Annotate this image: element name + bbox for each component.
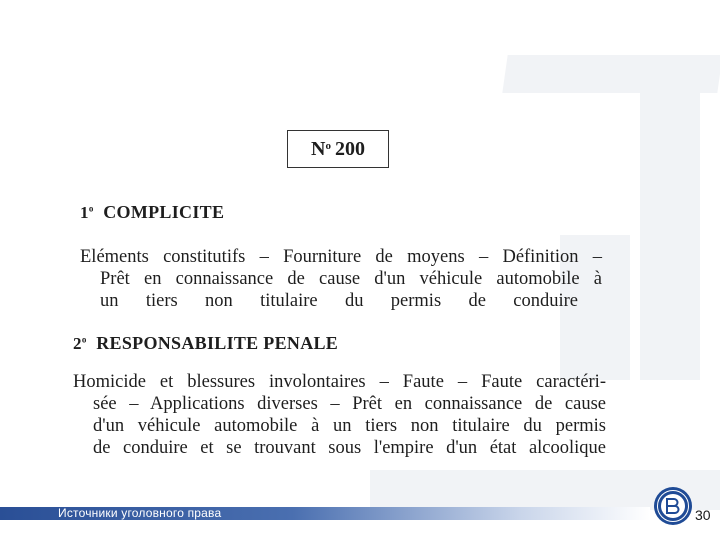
text-line: Homicide et blessures involontaires – Faute – Faute caractéri-: [73, 372, 606, 392]
text-line: sée – Applications diverses – Prêt en connaissance de cause: [93, 394, 606, 414]
number-value: 200: [334, 137, 365, 160]
text-line: d'un véhicule automobile à un tiers non titulaire du permis: [93, 416, 606, 436]
section-ordinal: 1$^o$: [80, 203, 94, 222]
footer-title: Источники уголовного права: [58, 506, 222, 520]
section-heading-1: [80, 202, 224, 223]
decision-number-box: [287, 130, 389, 168]
text-line: Eléments constitutifs – Fourniture de moyens – Définition –: [80, 247, 602, 267]
section-heading-2: [73, 333, 338, 354]
section-title: RESPONSABILITE PENALE: [96, 333, 339, 353]
text-line: un tiers non titulaire du permis de conduire: [100, 291, 578, 311]
section-2-text: [73, 371, 606, 459]
watermark-shape: [502, 55, 720, 93]
page-number: 30: [695, 507, 711, 523]
text-line: de conduire et se trouvant sous l'empire d'un état alcoolique: [93, 438, 606, 458]
section-title: COMPLICITE: [103, 202, 225, 222]
watermark-shape: [640, 90, 700, 380]
text-line: Prêt en connaissance de cause d'un véhicule automobile à: [100, 269, 602, 289]
number-sup: o: [325, 140, 331, 152]
number-label: N: [311, 137, 326, 160]
section-1-text: [80, 246, 602, 312]
section-ordinal: 2$^o$: [73, 334, 87, 353]
university-seal-icon: [653, 486, 693, 526]
